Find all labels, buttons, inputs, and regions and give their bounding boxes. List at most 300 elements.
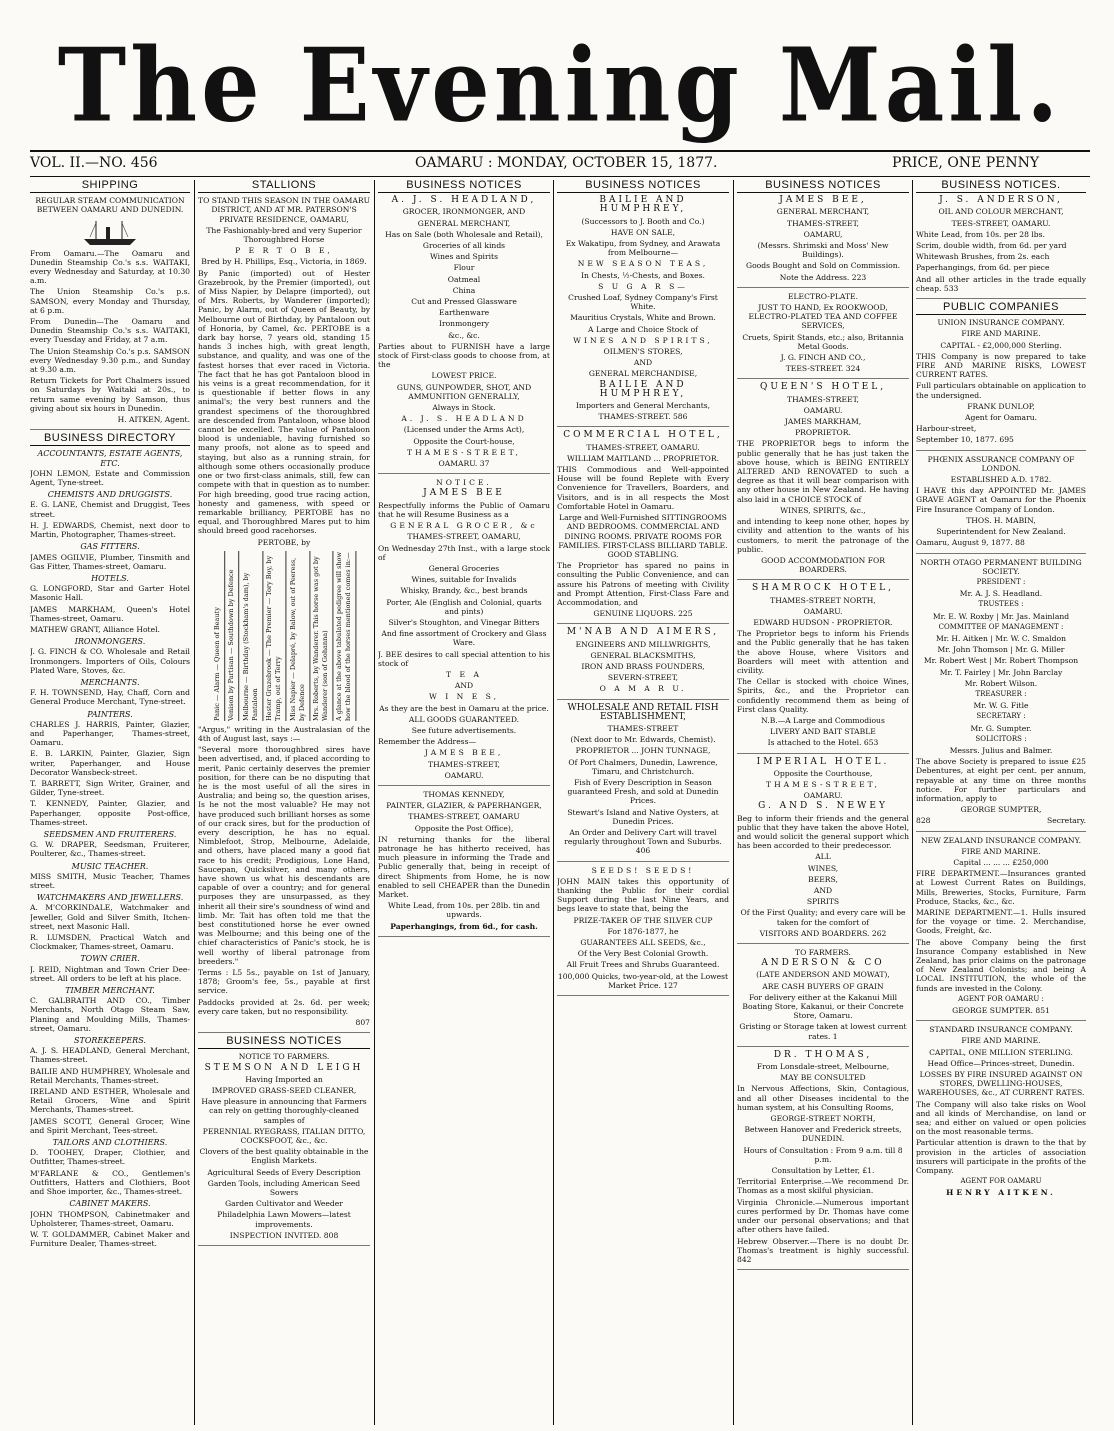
- ad-line: OAMARU.: [803, 405, 843, 415]
- ad-line: SOLICITORS :: [975, 734, 1027, 743]
- ad-line: FIRE AND MARINE.: [961, 329, 1041, 339]
- phoenix-assurance-advert: [916, 455, 1086, 554]
- directory-entry: JOHN LEMON, Estate and Commission Agent, Tyne-street.: [30, 468, 190, 488]
- column-notices-3: [378, 180, 550, 1425]
- ad-line: Virginia Chronicle.—Numerous important cures performed by Dr. Thomas have come under our personal observations; and that after others have failed.: [737, 1197, 909, 1235]
- ad-line: Fish of Every Description in Season guaranteed Fresh, and sold at Dunedin Prices.: [567, 777, 719, 806]
- ad-line: THAMES-STREET NORTH,: [770, 595, 876, 605]
- bailie-humphrey-advert: [557, 196, 729, 427]
- ad-line: SECRETARY :: [976, 712, 1026, 721]
- ad-line: WINES AND SPIRITS,: [573, 335, 713, 345]
- column-notices-5: [737, 180, 909, 1425]
- ad-line: AGENT FOR OAMARU :: [958, 994, 1044, 1003]
- firm-name: STEMSON AND LEIGH: [204, 1062, 364, 1073]
- ad-line: CAPITAL - £2,000,000 Sterling.: [940, 340, 1062, 350]
- ad-number: 88: [1015, 538, 1025, 548]
- ad-line: China: [452, 285, 476, 295]
- ad-line: Has on Sale (both Wholesale and Retail),: [385, 229, 543, 239]
- ad-line: Mr. H. Aitken | Mr. W. C. Smaldon: [936, 633, 1066, 643]
- ad-line: Agent for Oamaru.: [964, 413, 1038, 423]
- ad-line: TREASURER :: [975, 689, 1027, 698]
- ad-title: SEEDS! SEEDS!: [591, 865, 695, 875]
- stallions-heading: STALLIONS: [198, 181, 370, 193]
- ad-line: AGENT FOR OAMARU: [960, 1177, 1042, 1186]
- ad-line: PAINTER, GLAZIER, & PAPERHANGER,: [386, 801, 542, 811]
- ad-line: White Lead, from 10s. per 28lb. tin and upwards.: [387, 901, 541, 920]
- directory-entry: MATHEW GRANT, Alliance Hotel.: [30, 624, 160, 634]
- anderson-grain-advert: [737, 948, 909, 1047]
- ad-line: JAMES MARKHAM,: [784, 417, 862, 427]
- ad-line: [557, 828, 729, 856]
- ad-line: OAMARU.: [444, 770, 484, 780]
- pedigree-entry: Melbourne — Birthday (Stockham's dam), by Pantaloon: [240, 551, 263, 721]
- directory-entry: JAMES MARKHAM, Queen's Hotel Thames-street, Oamaru.: [30, 604, 190, 623]
- ad-number: 225: [678, 609, 693, 619]
- ad-line: Cut and Pressed Glassware: [411, 297, 517, 307]
- ad-line: Mr. A. J. S. Headland.: [959, 589, 1043, 599]
- directory-category: TIMBER MERCHANT.: [65, 986, 155, 996]
- ad-line: Have pleasure in announcing that Farmers can rely on getting thoroughly-cleaned samples of: [201, 1097, 367, 1125]
- ad-number: 1: [832, 1031, 838, 1041]
- standard-insurance-advert: [916, 1025, 1086, 1197]
- stud-terms: Terms : L5 5s., payable on 1st of January, 1878; Groom's fee, 5s., payable at first service.: [198, 968, 370, 996]
- ad-line-text: Gristing or Storage taken at lowest current rates.: [739, 1022, 907, 1041]
- ad-line: GENERAL BLACKSMITHS,: [590, 650, 696, 660]
- ad-line: Mr. Robert Wilson.: [964, 678, 1038, 688]
- ad-title: ELECTRO-PLATE.: [787, 291, 859, 301]
- ad-line: Of the Very Best Colonial Growth.: [577, 949, 709, 959]
- ad-line: HAVE ON SALE,: [610, 227, 676, 237]
- ad-number: 223: [851, 272, 867, 282]
- anderson-oil-advert: [916, 196, 1086, 299]
- ad-line: THAMES-STREET,: [787, 394, 859, 404]
- ad-line: ALL GOODS GUARANTEED.: [408, 714, 520, 724]
- ad-line: FIRE DEPARTMENT.—Insurances granted at Lowest Current Rates on Buildings, Mills, Breweries, Stocks, Furniture, Farm Produce, Stacks, &c., &c.: [916, 869, 1086, 906]
- column-rule: [374, 180, 375, 1425]
- ad-line-text: Hebrew Observer.—There is no doubt Dr. Thomas's treatment is highly successful.: [737, 1236, 909, 1255]
- volume-number: VOL. II.—NO. 456: [30, 155, 158, 171]
- business-notices-heading: BUSINESS NOTICES.: [916, 181, 1086, 193]
- ad-line: Garden Cultivator and Weeder: [225, 1199, 343, 1209]
- directory-category: CHEMISTS AND DRUGGISTS.: [47, 490, 173, 500]
- ad-line: AND: [454, 681, 474, 691]
- ad-line: GEORGE SUMPTER,: [960, 805, 1042, 815]
- column-rule: [912, 180, 913, 1425]
- business-notices-heading: BUSINESS NOTICES: [378, 181, 550, 193]
- ad-line: The Cellar is stocked with choice Wines, Spirits, &c., and the Proprietor can confidently recommend them as being of First class Quality.: [737, 677, 909, 714]
- ad-number: 653: [863, 738, 879, 748]
- pertobe-description: By Panic (imported) out of Hester Grazebrook, by the Premier (imported), out of Miss Napier, by Delapre (imported), out of Mrs. Roberts, by Wanderer (imported); Panic, by Alarm, out of Queen of Beauty, by Melbourne out of Birthday, by Pantaloon out of Honoria, by Camel, &c. PERTOBE is a dark bay horse, 7 years old, standing 15 hands 3 inches high, with great length, substance, and quality, and was one of the fastest horses that ever raced in Victoria. The fact that he has got Pantaloon blood in his veins is a great recommendation, for it is questionable if better flows in any animal's; the very best runners and the grandest specimens of the thoroughbred are descended from Pantaloon, whose blood cannot be excelled. The value of Pantaloon blood is undeniable, having furnished so many proofs, not alone as to speed and staying, but also as a running strain, for although some others occasionally produce one or two first-class animals, still, few can compete with that in question as to number. For high breeding, good true racing action, honesty and gameness, with speed or remarkable brilliancy, PERTOBE has no equal, and Thoroughbred Mares put to him should breed good racehorses.: [198, 268, 370, 536]
- ad-line: The Company will also take risks on Wool and all kinds of Merchandise, on land or sea; and either on valued or open policies on the most reasonable terms.: [916, 1099, 1086, 1137]
- directory-entry: R. LUMSDEN, Practical Watch and Clockmaker, Thames-street, Oamaru.: [30, 933, 190, 952]
- ad-title: NOTICE TO FARMERS.: [238, 1052, 330, 1062]
- ad-line: Paperhangings, from 6d. per piece: [916, 263, 1050, 273]
- shipping-heading: SHIPPING: [30, 181, 190, 193]
- ad-line: Head Office—Princes-street, Dunedin.: [927, 1058, 1075, 1068]
- ad-line: Consultation by Letter, £1.: [771, 1166, 875, 1176]
- directory-category: MUSIC TEACHER.: [71, 861, 149, 871]
- ad-line: [737, 1237, 909, 1265]
- directory-category: MERCHANTS.: [80, 677, 140, 687]
- ad-line: OIL AND COLOUR MERCHANT,: [938, 207, 1064, 217]
- ad-line: GROCER, IRONMONGER, AND: [402, 207, 526, 217]
- ad-line: The Fashionably-bred and very Superior Thoroughbred Horse: [206, 225, 362, 245]
- pedigree-entry: Mrs. Roberts, by Wanderer. This horse was got by Wanderer (son of Gohanna): [310, 551, 333, 721]
- electro-plate-advert: [737, 292, 909, 380]
- ad-line: THOS. H. MABIN,: [966, 515, 1036, 525]
- pedigree-entry: Hester Grazebrook — The Premier — Tory Boy, by Tramp, out of Terry: [263, 551, 286, 721]
- ad-line: Cruets, Spirit Stands, etc.; also, Britannia Metal Goods.: [742, 332, 904, 351]
- ad-line: Groceries of all kinds: [422, 241, 506, 251]
- ad-line: Remember the Address—: [378, 737, 477, 747]
- ad-line: THAMES-STREET,: [787, 218, 859, 228]
- ad-line: Flour: [453, 263, 475, 273]
- ad-line: Always in Stock.: [432, 403, 496, 413]
- ad-line: [557, 972, 729, 990]
- ad-line: Silver's Stoughton, and Vinegar Bitters: [388, 617, 540, 627]
- ad-line: Ironmongery: [438, 319, 490, 329]
- ad-line: THAMES-STREET, OAMARU,: [407, 532, 521, 542]
- ad-number: 127: [663, 980, 678, 990]
- ad-line: BEERS,: [808, 874, 838, 884]
- pedigree-entry: Venison by Partisan — Southdown by Defence: [225, 551, 239, 721]
- directory-entry: JOHN THOMPSON, Cabinetmaker and Upholsterer, Thames-street, Oamaru.: [30, 1209, 190, 1228]
- ad-line: CAPITAL, ONE MILLION STERLING.: [929, 1047, 1073, 1057]
- pedigree-entry: Panic — Alarm — Queen of Beauty: [211, 551, 225, 721]
- ad-line: Particular attention is drawn to the that by provision in the articles of association insurers will participate in the profits of the Company.: [916, 1138, 1086, 1176]
- column-notices-4: [557, 180, 729, 1425]
- column-rule: [553, 180, 554, 1425]
- ad-line: White Lead, from 10s. per 28 lbs.: [916, 229, 1045, 239]
- ad-line: T E A: [446, 669, 482, 679]
- column-shipping-directory: [30, 180, 190, 1425]
- seeds-advert: [557, 866, 729, 996]
- ad-line: Whitewash Brushes, from 2s. each: [916, 252, 1050, 262]
- shipping-line: The Union Steamship Co.'s p.s. SAMSON every Wednesday 9.30 p.m., and Sunday at 9.30 a.m.: [30, 346, 190, 375]
- directory-heading: BUSINESS DIRECTORY: [30, 434, 190, 446]
- ad-number: 586: [672, 412, 688, 422]
- directory-entry: BAILIE AND HUMPHREY, Wholesale and Retail Merchants, Thames-street.: [30, 1066, 190, 1085]
- ad-number: 808: [323, 1230, 339, 1240]
- directory-category: TOWN CRIER.: [80, 954, 140, 964]
- ad-line: THAMES-STREET, OAMARU: [408, 812, 520, 822]
- ad-line: [378, 459, 550, 468]
- ad-line: From Lonsdale-street, Melbourne,: [756, 1062, 890, 1072]
- ad-number: 807: [355, 1018, 370, 1028]
- ad-line: EDWARD HUDSON - PROPRIETOR.: [753, 617, 893, 627]
- firm-name: ANDERSON & CO: [761, 958, 885, 969]
- ad-line: S U G A R S—: [598, 281, 688, 291]
- firm-name: A. J. S. HEADLAND,: [391, 195, 537, 206]
- ad-line: Beg to inform their friends and the general public that they have taken the above Hotel, and would solicit the general support which has been accorded to their predecessor.: [737, 813, 909, 851]
- ad-line: ESTABLISHED A.D. 1782.: [950, 475, 1052, 485]
- ad-line: Full particulars obtainable on application to the undersigned.: [916, 381, 1086, 400]
- headland-advert: [378, 196, 550, 474]
- firm-name: G. AND S. NEWEY: [758, 801, 888, 812]
- ad-line: As they are the best in Oamaru at the price.: [379, 703, 549, 713]
- ad-line: JUST TO HAND, Ex ROOKWOOD, ELECTRO-PLATED TEA AND COFFEE SERVICES,: [748, 303, 898, 331]
- directory-category: STOREKEEPERS.: [74, 1036, 146, 1046]
- ad-line: GENERAL MERCHANDISE,: [588, 369, 698, 379]
- ad-line: THE PROPRIETOR begs to inform the public generally that he has just taken the above house, which is BEING ENTIRELY ALTERED AND RENOVATED to such a degree as that it will bear comparison with any other house in New Zealand. He having also laid in a CHOICE STOCK of: [737, 439, 909, 504]
- column-stallions: [198, 180, 370, 1425]
- ad-line: THAMES-STREET,: [766, 779, 880, 789]
- ad-line: TRUSTEES :: [978, 600, 1024, 609]
- directory-entry: J. G. FINCH & CO. Wholesale and Retail Ironmongers. Importers of Oils, Colours Plated Ware, Stoves, &c.: [30, 647, 190, 675]
- directory-category: WATCHMAKERS AND JEWELLERS.: [36, 893, 184, 903]
- ad-line: ALL: [815, 852, 831, 862]
- ad-line: WINES, SPIRITS, &c.,: [780, 505, 866, 515]
- ad-line: [737, 273, 909, 282]
- ad-line-text: And all other articles in the trade equally cheap.: [916, 274, 1086, 293]
- firm-name: PHŒNIX ASSURANCE COMPANY OF LONDON.: [927, 454, 1075, 473]
- ad-line: Between Hanover and Frederick streets, DUNEDIN.: [744, 1125, 902, 1144]
- ad-line: Opposite the Courthouse,: [773, 768, 873, 778]
- fish-establishment-advert: [557, 704, 729, 862]
- ad-line: Stewart's Island and Native Oysters, at Dunedin Prices.: [567, 807, 719, 826]
- ad-line-text: Note the Address.: [779, 272, 850, 282]
- pedigree-note: A glance at the above tabulated pedigree will show how the blood of the horses mentioned comes in:—: [333, 551, 356, 721]
- inspection-invited: INSPECTION INVITED.: [229, 1230, 322, 1240]
- firm-name: JAMES BEE,: [779, 195, 867, 206]
- commercial-hotel-advert: [557, 431, 729, 624]
- ad-line: IMPROVED GRASS-SEED CLEANER,: [211, 1086, 357, 1096]
- ad-line: THIS Company is now prepared to take FIRE AND MARINE RISKS, LOWEST CURRENT RATES.: [916, 351, 1086, 380]
- ad-line: Agricultural Seeds of Every Description: [207, 1167, 361, 1177]
- business-notices-heading: BUSINESS NOTICES: [198, 1037, 370, 1049]
- shipping-line: REGULAR STEAM COMMUNICATION BETWEEN OAMARU AND DUNEDIN.: [35, 196, 185, 215]
- ad-line: The above Society is prepared to issue £25 Debentures, at eight per cent. per annum, repayable at any time on three months notice. For further particulars and information, apply to: [916, 757, 1086, 803]
- ad-line: WINES,: [807, 863, 839, 873]
- ad-line: Superintendent for New Zealand.: [936, 527, 1066, 537]
- ad-line: [737, 1022, 909, 1040]
- firm-name: THOMAS KENNEDY,: [423, 789, 505, 799]
- shipping-notice: [30, 196, 190, 430]
- ad-line: GUARANTEES ALL SEEDS, &c.,: [580, 938, 706, 948]
- ad-line: JOHN MAIN takes this opportunity of thanking the Public for their cordial Support during the last Nine Years, and begs leave to state that, being the: [557, 876, 729, 914]
- ad-line: AND: [633, 358, 653, 368]
- ad-line: Opposite the Post Office),: [414, 823, 514, 833]
- ad-line: Goods Bought and Sold on Commission.: [746, 261, 900, 271]
- directory-entry: MISS SMITH, Music Teacher, Thames street.: [30, 871, 190, 890]
- ad-line: COMMITTEE OF MANAGEMENT :: [938, 622, 1064, 631]
- ad-line-text: Oamaru, August 9, 1877.: [916, 538, 1013, 548]
- ad-line: PRESIDENT :: [976, 577, 1026, 586]
- ad-line: Hours of Consultation : From 9 a.m. till 8 p.m.: [743, 1145, 903, 1164]
- directory-entry: JAMES SCOTT, General Grocer, Wine and Spirit Merchant, Tees-street.: [30, 1116, 190, 1135]
- mnab-aimers-advert: [557, 628, 729, 699]
- ad-title: TO FARMERS.: [795, 948, 851, 958]
- directory-entry: JAMES OGILVIE, Plumber, Tinsmith and Gas Fitter, Thames-street, Oamaru.: [30, 552, 190, 571]
- dateline: [30, 155, 1090, 177]
- ad-line: [916, 275, 1086, 293]
- ad-line-text: OAMARU.: [438, 459, 478, 469]
- ad-line: HENRY AITKEN.: [946, 1188, 1056, 1198]
- ad-line: OAMARU.: [803, 606, 843, 616]
- ad-line-text: THAMES-STREET.: [598, 412, 671, 422]
- ad-number: 695: [999, 435, 1014, 445]
- ad-line: TEES-STREET, OAMARU.: [951, 218, 1051, 228]
- ad-line: IRON AND BRASS FOUNDERS,: [581, 661, 705, 671]
- ad-line: (Licensed under the Arms Act),: [403, 425, 525, 435]
- shipping-line: From Oamaru.—The Oamaru and Dunedin Steamship Co.'s s.s. WAITAKI, every Wednesday and Saturday, at 10.30 a.m.: [30, 248, 190, 286]
- ad-line: [557, 412, 729, 421]
- ad-line: Large and Well-Furnished SITTINGROOMS AND BEDROOMS. COMMERCIAL AND DINING ROOMS. PRIVATE ROOMS FOR FAMILIES. FIRST-CLASS BILLIARD TABLE. GOOD STABLING.: [558, 513, 728, 559]
- issue-date: OAMARU : MONDAY, OCTOBER 15, 1877.: [415, 155, 718, 171]
- ad-line: Of the First Quality; and every care will be taken for the comfort of: [740, 908, 906, 927]
- ad-line: OAMARU.: [803, 791, 843, 801]
- directory-entry: C. GALBRAITH AND CO., Timber Merchants, North Otago Steam Saw, Planing and Moulding Mills, Thames-street, Oamaru.: [30, 996, 190, 1033]
- ad-line: Earthenware: [438, 308, 490, 318]
- directory-entry: E. B. LARKIN, Painter, Glazier, Sign writer, Paperhanger, and House Decorator Wansbeck-street.: [30, 749, 190, 777]
- masthead-rule: [30, 150, 1090, 152]
- steamship-icon: [80, 217, 140, 247]
- ad-number: 533: [943, 283, 959, 293]
- ad-line: See future advertisements.: [411, 725, 517, 735]
- directory-category: GAS FITTERS.: [80, 542, 140, 552]
- ad-number: 851: [1035, 1006, 1050, 1016]
- ad-line: Mr. T. Fairley | Mr. John Barclay: [939, 667, 1063, 677]
- ad-line: [557, 609, 729, 618]
- ad-line: PROPRIETOR ... JOHN TUNNAGE,: [575, 746, 711, 756]
- ad-line: General Groceries: [428, 563, 500, 573]
- firm-name: J. S. ANDERSON,: [939, 195, 1063, 206]
- firm-name: COMMERCIAL HOTEL,: [563, 430, 723, 441]
- ad-line: SEVERN-STREET,: [607, 673, 679, 683]
- ad-line: Of Port Chalmers, Dunedin, Lawrence, Timaru, and Christchurch.: [568, 757, 718, 776]
- directory-entry: T. KENNEDY, Painter, Glazier, and Paperhanger, opposite Post-office, Thames-street.: [30, 799, 190, 827]
- ad-line: The Proprietor begs to inform his Friends and the Public generally that he has taken the above House, where Visitors and Boarders will meet with attention and civility.: [737, 629, 909, 675]
- ad-number: 842: [737, 1254, 752, 1264]
- ad-line: (Messrs. Shrimski and Moss' New Buildings).: [757, 241, 889, 260]
- shipping-agent: H. AITKEN, Agent.: [117, 415, 190, 425]
- ad-line: ENGINEERS AND MILLWRIGHTS,: [575, 639, 711, 649]
- masthead: [0, 0, 1114, 152]
- ad-line-text: GEORGE SUMPTER.: [952, 1006, 1033, 1016]
- ad-line: ARE CASH BUYERS OF GRAIN: [762, 981, 884, 991]
- ad-line: PROPRIETOR.: [795, 428, 851, 438]
- ad-title: NOTICE.: [436, 478, 492, 488]
- shipping-line: Return Tickets for Port Chalmers issued on Saturdays by Waitaki at 20s., to return same evening by Samson, thus giving about six hours in Dunedin.: [30, 376, 190, 413]
- ad-line-text: VISITORS AND BOARDERS.: [759, 928, 870, 938]
- ad-line: (LATE ANDERSON AND MOWAT),: [756, 970, 890, 980]
- directory-category: CABINET MAKERS.: [69, 1199, 151, 1209]
- ad-line: [916, 538, 1086, 547]
- building-society-advert: [916, 558, 1086, 832]
- ad-line: LOWEST PRICE.: [431, 371, 497, 381]
- ad-line: MARINE DEPARTMENT.—1. Hulls insured for the voyage or time. 2. Merchandise, Goods, Freight, &c.: [916, 908, 1086, 936]
- firm-name: STANDARD INSURANCE COMPANY.: [929, 1025, 1073, 1035]
- dr-thomas-advert: [737, 1051, 909, 1270]
- union-insurance-advert: [916, 318, 1086, 450]
- firm-name: JAMES BEE: [423, 488, 505, 499]
- ad-line: [737, 364, 909, 373]
- argus-quote: "Several more thoroughbred sires have been advertised, and, if placed according to merit, Panic certainly deserves the premier position, for there can be no disputing that he is the most useful of all the sires in Australia; and being so, the question arises, Is he not the most valuable? He may not have produced such brilliant horses as some of our crack sires, but for the production of every description, he has no equal. Nimblefoot, Strop, Melbourne, Adelaide, and others, have placed many a good fiat race to his credit; Prodigious, Lone Hand, Saucepan, Quicksilver, and many others, have shown us what his descendants are capable of over a country; and for general purposes they are unsurpassed, as they inherit all their sire's soundness of wind and limb. Mr. Tait has often told me that the best constitutioned horse he ever owned was Melbourne; and this being one of the chief characteristics of Panic's stock, he is well worthy of liberal patronage from breeders.": [198, 745, 370, 966]
- directory-entry: G. W. DRAPER, Seedsman, Fruiterer, Poulterer, &c., Thames-street.: [30, 840, 190, 859]
- ad-line: Oatmeal: [447, 274, 481, 284]
- ad-line: A Large and Choice Stock of: [588, 324, 698, 334]
- directory-category: PAINTERS.: [87, 709, 133, 719]
- ad-number: 324: [845, 364, 861, 374]
- ad-line-text: Secretary.: [1047, 816, 1086, 826]
- ad-line: For delivery either at the Kakanui Mill Boating Store, Kakanui, or their Concrete Store, Oamaru.: [742, 992, 904, 1021]
- ad-line: W I N E S,: [429, 692, 499, 702]
- column-rule: [733, 180, 734, 1425]
- ad-line: THAMES-STREET: [607, 723, 679, 733]
- ad-line: J. BEE desires to call special attention to his stock of: [378, 649, 550, 668]
- james-bee-merchant-advert: [737, 196, 909, 288]
- bee-notice-advert: [378, 478, 550, 786]
- ad-line: I HAVE this day APPOINTED Mr. JAMES GRAVE AGENT at Oamaru for the Phoenix Fire Insurance Company of London.: [916, 486, 1086, 514]
- firm-name: QUEEN'S HOTEL,: [759, 382, 887, 393]
- ad-line: MAY BE CONSULTED: [780, 1073, 866, 1083]
- ad-line: GUNS, GUNPOWDER, SHOT, AND AMMUNITION GENERALLY,: [396, 382, 532, 401]
- ad-line: Mauritius Crystals, White and Brown.: [570, 313, 716, 323]
- firm-name: WHOLESALE AND RETAIL FISH ESTABLISHMENT,: [567, 702, 719, 722]
- ad-line-text: GENUINE LIQUORS.: [593, 609, 676, 619]
- stemson-advert: [198, 1052, 370, 1246]
- ad-line: Scrim, double width, from 6d. per yard: [916, 241, 1067, 251]
- ad-line: Territorial Enterprise.—We recommend Dr. Thomas as a most skilful physician.: [737, 1177, 909, 1196]
- ad-line: Parties about to FURNISH have a large stock of First-class goods to choose from, at the: [378, 341, 550, 370]
- ad-line: Mr. W. G. Fitle: [973, 701, 1029, 711]
- ad-line: Paperhangings, from 6d., for cash.: [390, 921, 538, 931]
- ad-line: N.B.—A Large and Commodious: [761, 715, 885, 725]
- ad-line: Ex Wakatipu, from Sydney, and Arawata from Melbourne—: [565, 239, 721, 258]
- public-companies-heading: PUBLIC COMPANIES: [916, 303, 1086, 315]
- ad-line: FIRE AND MARINE.: [961, 846, 1041, 856]
- pedigree-table: [198, 551, 370, 721]
- ad-line: Mr. E. W. Roxby | Mr. Jas. Mainland: [932, 611, 1070, 621]
- ad-footer: [198, 1231, 370, 1240]
- ad-line: GOOD ACCOMMODATION FOR BOARDERS.: [761, 555, 885, 575]
- directory-entry: A. J. S. HEADLAND, General Merchant, Thames-street.: [30, 1046, 190, 1065]
- directory-entry: M'FARLANE & CO., Gentlemen's Outfitters, Hatters and Clothiers, Boot and Shoe importer, &c., Thames-street.: [30, 1168, 190, 1197]
- ad-line: GEORGE-STREET NORTH,: [770, 1114, 876, 1124]
- ad-line: J. G. FINCH AND CO.,: [780, 353, 866, 363]
- ad-line: FRANK DUNLOP,: [967, 401, 1035, 411]
- ad-line: THAMES-STREET, OAMARU.: [586, 442, 700, 452]
- shamrock-hotel-advert: [737, 584, 909, 753]
- dateline-rule: [30, 176, 1090, 177]
- ad-line: On Wednesday 27th Inst., with a large stock of: [378, 543, 550, 562]
- ad-line: GENERAL MERCHANT,: [776, 207, 870, 217]
- price: PRICE, ONE PENNY: [892, 155, 1040, 171]
- directory-entry: J. REID, Nightman and Town Crier Dee-street. All orders to be left at his place.: [30, 964, 190, 983]
- firm-name: UNION INSURANCE COMPANY.: [937, 318, 1065, 328]
- ad-line: [916, 1006, 1086, 1015]
- ad-line-text: TEES-STREET.: [785, 364, 844, 374]
- shipping-line: From Dunedin—The Oamaru and Dunedin Steamship Co.'s s.s. WAITAKI, every Tuesday and Friday, at 7 a.m.: [30, 317, 190, 345]
- directory-entry: G. LONGFORD, Star and Garter Hotel Masonic Hall.: [30, 584, 190, 603]
- ad-line: SPIRITS: [806, 897, 840, 907]
- directory-entry: IRELAND AND ESTHER, Wholesale and Retail Grocers, Wine and Spirit Merchants, Thames-street.: [30, 1087, 190, 1115]
- newspaper-title: The Evening Mail.: [57, 26, 1063, 145]
- ad-line: For 1876-1877, he: [607, 926, 679, 936]
- ad-line: Importers and General Merchants,: [575, 401, 711, 411]
- horse-name: P E R T O B E,: [235, 246, 333, 256]
- queens-hotel-advert: [737, 383, 909, 580]
- shipping-line: The Union Steamship Co.'s p.s. SAMSON, every Monday and Thursday, at 6 p.m.: [30, 287, 190, 315]
- ad-line: Bred by H. Phillips, Esq., Victoria, in 1869.: [201, 257, 367, 267]
- ad-line: In Chests, ½-Chests, and Boxes.: [581, 270, 705, 280]
- ad-line: (Successors to J. Booth and Co.): [581, 216, 705, 226]
- ad-number: 37: [479, 459, 490, 469]
- ad-line: OILMEN'S STORES,: [603, 347, 683, 357]
- ad-line: Clovers of the best quality obtainable in the English Markets.: [199, 1147, 369, 1166]
- ad-line: Mr. John Thomson | Mr. G. Miller: [937, 645, 1065, 655]
- directory-entry: T. BARRETT, Sign Writer, Grainer, and Gilder, Tyne-street.: [30, 778, 190, 798]
